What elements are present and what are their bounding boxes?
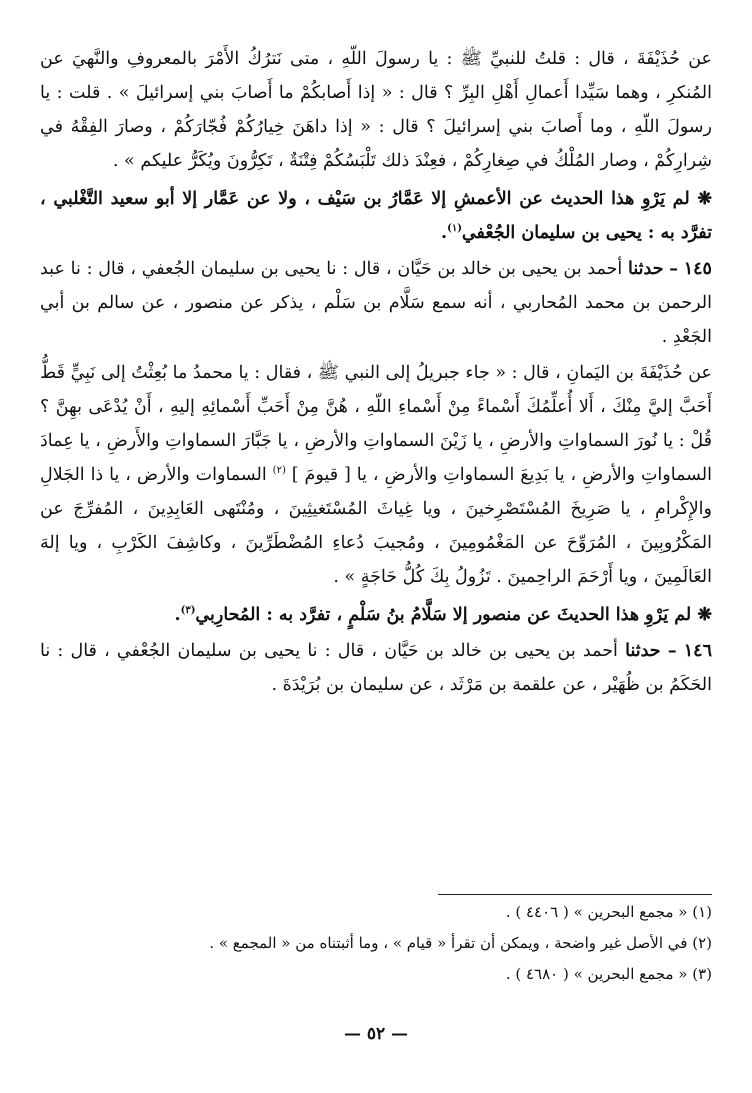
paragraph-text-continued: السماوات والأرض ، يا ذا الجَلالِ والإِكْرامِ ، يا صَرِيخَ المُسْتَصْرِخينَ ، ويا غِياثَ المُسْتَغيثِينَ ، ومُنْتَهى العَابِدِينَ ، المُفرِّجَ عن المَكْرُوبِينَ ، المُرَوِّحَ عن المَغْمُومِينَ ، ومُجيبَ دُعاءِ المُضْطَرِّينَ ، وكاشِفَ الكَرْبِ ، ويا إلهَ العَالَمِينَ ، ويا أَرْحَمَ الراحِمينَ . تَزُولُ بِكَ كُلُّ حَاجَةٍ » .: [40, 465, 712, 587]
hadith-number: ١٤٥: [683, 259, 712, 279]
footnote-item: (٣) « مجمع البحرين » ( ٤٦٨٠ ) .: [505, 965, 712, 983]
commentary-paragraph: [40, 598, 712, 632]
footnote-item: (١) « مجمع البحرين » ( ٤٤٠٦ ) .: [505, 903, 712, 921]
hadith-head: حدثنا: [625, 641, 661, 661]
end-mark: .: [440, 223, 448, 243]
hadith-dash: –: [669, 259, 679, 279]
paragraph-text: عن حُذَيْفَةَ ، قال : قلتُ للنبيِّ ﷺ : يا رسولَ اللّهِ ، متى نَترُكُ الأَمْرَ بالمعروفِ والنَّهيَ عن المُنكرِ ، وهما سَيِّدا أَعمالِ أَهْلِ البِرِّ ؟ قال : « إذا أَصابكُمْ ما أَصابَ بني إسرائيلَ » . قلت : يا رسولَ اللّهِ ، وما أَصابَ بني إسرائيلَ ؟ قال : « إذا داهَنَ خِيارُكُمْ فُجّارَكُمْ ، وصارَ الفِقْهُ في شِرارِكُمْ ، وصار المُلْكُ في صِغارِكُمْ ، فعِنْدَ ذلك تَلْبَسُكُمْ فِتْنَةٌ ، تَكِرُّونَ ويُكَرُّ عليكم » .: [40, 49, 712, 171]
page-body: [40, 42, 712, 702]
paragraph-text: عن حُذَيْفَةَ بن اليَمانِ ، قال : « جاء جبريلُ إلى النبي ﷺ ، فقال : يا محمدُ ما بُعِثْتُ إلى نَبِيٍّ قَطُّ أَحَبَّ إليَّ مِنْكَ ، أَلا أُعلِّمُكَ أَسْماءً مِنْ أَسْماءِ اللّهِ ، هُنَّ مِنْ أَحَبِّ أَسْمائِهِ إليهِ ، أَنْ يُدْعَى بهِنَّ ؟ قُلْ : يا نُورَ السماواتِ والأرضِ ، يا زَيْنَ السماواتِ والأرضِ ، يا جَبَّارَ السماواتِ والأَرضِ ، يا عِمادَ السماواتِ والأرضِ ، يا بَدِيعَ السماواتِ والأرضِ ، يا [ قيومَ ]: [40, 363, 712, 485]
footnote-ref: (٣): [180, 605, 196, 617]
commentary-text: لم يَرْوِ هذا الحديثَ عن منصور إلا سَلَّامُ بنُ سَلْمٍ ، تفرَّد به : المُحارِبي: [195, 605, 692, 625]
star-icon: ❋: [697, 189, 713, 209]
star-icon: ❋: [697, 605, 712, 625]
end-mark: .: [174, 605, 181, 625]
commentary-paragraph: [40, 182, 712, 250]
hadith-isnad-paragraph: [40, 252, 712, 354]
isnad-text: أحمد بن يحيى بن خالد بن حَيَّان ، قال : نا يحيى بن سليمان الجُعْفي ، قال : نا الحَكَمُ بن ظُهَيْر ، عن علقمة بن مَرْثَد ، عن سليمان بن بُرَيْدَةَ .: [40, 641, 712, 695]
footnote-item: (٢) في الأصل غير واضحة ، ويمكن أن تقرأ « قيام » ، وما أثبتناه من « المجمع » .: [209, 934, 712, 952]
hadith-isnad-paragraph: [40, 634, 712, 702]
page-number: — ٥٢ —: [343, 1024, 409, 1044]
footnote-ref: (١): [447, 223, 462, 235]
footnotes: [40, 897, 712, 990]
hadith-head: حدثنا: [628, 259, 664, 279]
hadith-text-paragraph: [40, 356, 712, 594]
commentary-text: لم يَرْوِ هذا الحديث عن الأعمشِ إلا عَمَّارُ بن سَيْف ، ولا عن عَمَّار إلا أبو سعيد التَّغْلبي ، تفرَّد به : يحيى بن سليمان الجُعْفي: [40, 189, 712, 243]
isnad-text: أحمد بن يحيى بن خالد بن حَيَّان ، قال : نا يحيى بن سليمان الجُعفي ، قال : نا عبد الرحمن بن محمد المُحاربي ، أنه سمع سَلَّام بن سَلْم ، يذكر عن منصور ، عن سالم بن أبي الجَعْدِ .: [40, 259, 712, 347]
footnote-divider: [438, 894, 712, 895]
hadith-text-paragraph: [40, 42, 712, 178]
hadith-dash: –: [667, 641, 677, 661]
footnote-ref: (٢): [272, 465, 286, 477]
hadith-number: ١٤٦: [683, 641, 712, 661]
